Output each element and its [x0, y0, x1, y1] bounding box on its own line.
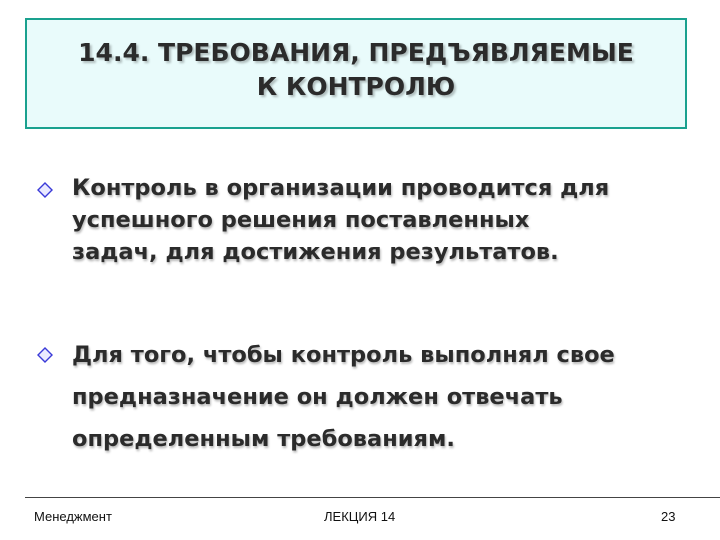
diamond-bullet-icon	[37, 182, 53, 198]
slide-title-line-1: 14.4. ТРЕБОВАНИЯ, ПРЕДЪЯВЛЯЕМЫЕ	[78, 38, 634, 67]
bullet-2-line-2: предназначение он должен отвечать	[72, 384, 563, 410]
bullet-1-line-2: успешного решения поставленных	[72, 207, 530, 233]
bullet-1-line-3: задач, для достижения результатов.	[72, 239, 559, 265]
diamond-bullet-icon	[37, 347, 53, 363]
footer-page-number: 23	[661, 509, 676, 524]
footer-subject: Менеджмент	[34, 509, 112, 524]
bullet-1-line-1: Контроль в организации проводится для	[72, 175, 610, 201]
bullet-text-2	[72, 334, 702, 460]
footer-lecture: ЛЕКЦИЯ 14	[324, 509, 396, 524]
bullet-2-line-3: определенным требованиям.	[72, 426, 455, 452]
slide-title-line-2: К КОНТРОЛЮ	[256, 72, 456, 101]
bullet-text-1	[72, 172, 702, 268]
footer-divider	[25, 497, 720, 498]
bullet-2-line-1: Для того, чтобы контроль выполнял свое	[72, 342, 615, 368]
slide-title-box	[25, 18, 687, 129]
